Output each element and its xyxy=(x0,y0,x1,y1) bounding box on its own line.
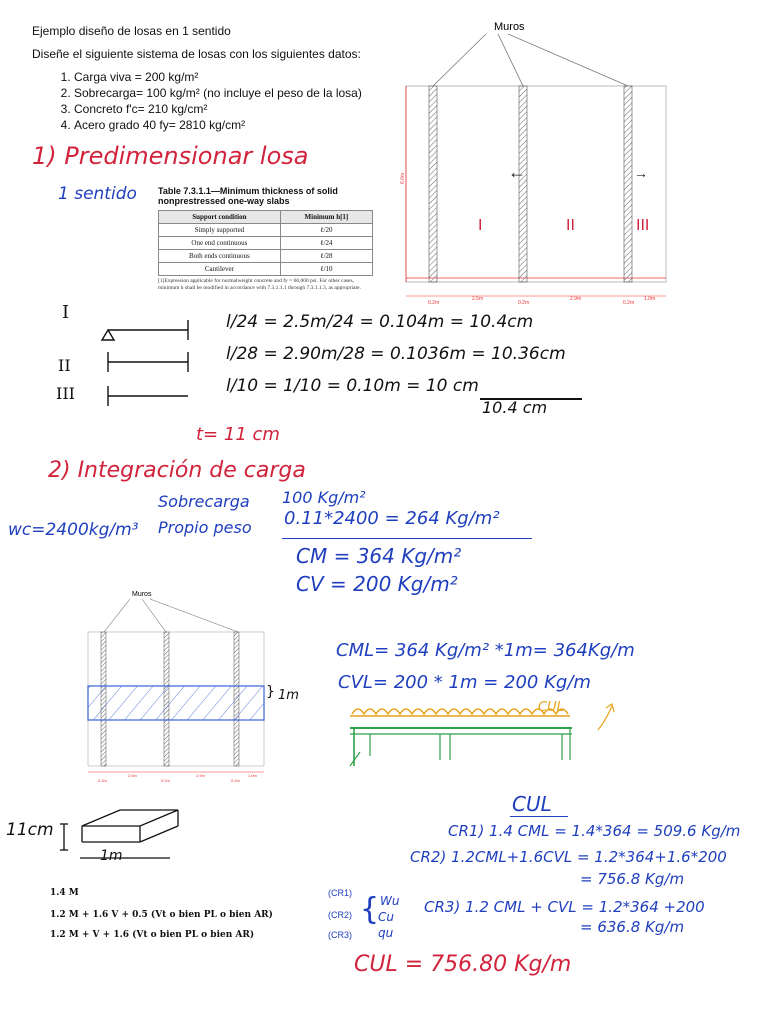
thickness-result: t= 11 cm xyxy=(196,424,280,445)
panel-label: III xyxy=(636,217,650,234)
cml-value: CML= 364 Kg/m² *1m= 364Kg/m xyxy=(336,640,635,661)
strip-brace: } xyxy=(266,684,275,700)
data-item: 4. Acero grado 40 fy= 2810 kg/cm² xyxy=(74,117,372,133)
slab-plan-diagram xyxy=(398,14,768,314)
thickness-table-block xyxy=(158,186,373,291)
table-row xyxy=(159,250,373,263)
table-title: nonprestressed one-way slabs xyxy=(158,196,290,206)
table-cell: One end continuous xyxy=(159,237,281,250)
table-cell: Simply supported xyxy=(159,224,281,237)
case-label: III xyxy=(56,384,75,403)
table-row xyxy=(159,237,373,250)
brace-item: qu xyxy=(378,926,394,940)
dim-label: 0.2m xyxy=(231,778,240,783)
case-label: II xyxy=(58,356,71,375)
section-width: 1m xyxy=(100,848,123,864)
muros-label: Muros xyxy=(494,21,525,33)
svg-text:←: ← xyxy=(508,162,526,182)
doc-title: Ejemplo diseño de losas en 1 sentido xyxy=(32,24,231,38)
combo-equation: 1.2 M + 1.6 V + 0.5 (Vt o bien PL o bien AR) xyxy=(50,910,273,920)
panel-label: II xyxy=(566,217,575,234)
section-height: 11cm xyxy=(6,820,54,840)
table-cell: ℓ/10 xyxy=(280,263,372,276)
dim-label: 0.2m xyxy=(623,300,635,306)
cr2-result: = 756.8 Kg/m xyxy=(580,870,685,888)
dim-label: 0.2m xyxy=(98,778,107,783)
calc-line: l/10 = 1/10 = 0.10m = 10 cm xyxy=(226,376,479,396)
brace-item: Wu xyxy=(380,894,400,908)
cul-tag: CUL xyxy=(538,700,564,715)
table-row xyxy=(159,224,373,237)
dim-label: 0.2m xyxy=(518,300,530,306)
section1-heading: 1) Predimensionar losa xyxy=(32,142,309,170)
data-item: 1. Carga viva = 200 kg/m² xyxy=(74,69,372,85)
dim-label: 2.9m xyxy=(570,296,582,302)
section2-heading: 2) Integración de carga xyxy=(48,458,306,483)
cul-underline xyxy=(510,816,568,817)
dim-label: 0.2m xyxy=(428,300,440,306)
load-name: Propio peso xyxy=(158,518,252,537)
support-sketches xyxy=(96,318,206,410)
dim-label: 1.0m xyxy=(644,296,656,302)
combo-label: (CR1) xyxy=(328,888,352,898)
section1-sub: 1 sentido xyxy=(58,184,137,204)
panel-label: I xyxy=(478,217,483,234)
combo-label: (CR2) xyxy=(328,910,352,920)
table-title: Table 7.3.1.1—Minimum thickness of solid xyxy=(158,186,338,196)
cr1-line: CR1) 1.4 CML = 1.4*364 = 509.6 Kg/m xyxy=(448,822,741,840)
max-value: 10.4 cm xyxy=(482,398,548,417)
combo-label: (CR3) xyxy=(328,930,352,940)
table-note: [1]Expression applicable for normalweight concrete and fy = 60,000 psi. For other cases, minimum h shall be modified in accordance with 7.3.1.1.1 through 7.3.1.1.3, as appropriate. xyxy=(158,278,361,291)
data-list xyxy=(32,69,372,133)
strip-label: 1m xyxy=(278,688,299,703)
table-cell: ℓ/28 xyxy=(280,250,372,263)
case-label: I xyxy=(62,302,70,323)
final-result: CUL = 756.80 Kg/m xyxy=(354,952,572,977)
data-item: 2. Sobrecarga= 100 kg/m² (no incluye el peso de la losa) xyxy=(74,85,372,101)
table-cell: ℓ/20 xyxy=(280,224,372,237)
doc-intro: Diseñe el siguiente sistema de losas con los siguientes datos: xyxy=(32,47,361,61)
combo-brace: { xyxy=(360,892,380,927)
cvl-value: CVL= 200 * 1m = 200 Kg/m xyxy=(338,672,591,693)
thickness-table xyxy=(158,210,373,276)
calc-line: l/24 = 2.5m/24 = 0.104m = 10.4cm xyxy=(226,312,534,332)
svg-text:→: → xyxy=(634,165,648,181)
load-value: 0.11*2400 = 264 Kg/m² xyxy=(284,508,500,529)
wc-value: wc=2400kg/m³ xyxy=(8,520,139,540)
cv-value: CV = 200 Kg/m² xyxy=(296,572,458,596)
combo-equation: 1.4 M xyxy=(50,888,79,898)
table-header: Minimum h[1] xyxy=(280,211,372,224)
dim-label: 2.9m xyxy=(196,773,205,778)
load-value: 100 Kg/m² xyxy=(282,488,366,507)
table-cell: Cantilever xyxy=(159,263,281,276)
table-cell: Both ends continuous xyxy=(159,250,281,263)
load-name: Sobrecarga xyxy=(158,492,250,511)
data-item: 3. Concreto f'c= 210 kg/cm² xyxy=(74,101,372,117)
sum-line xyxy=(282,538,532,539)
cul-title: CUL xyxy=(512,792,552,816)
cm-value: CM = 364 Kg/m² xyxy=(296,544,462,568)
combo-equation: 1.2 M + V + 1.6 (Vt o bien PL o bien AR) xyxy=(50,930,255,940)
brace-item: Cu xyxy=(378,910,394,924)
calc-line: l/28 = 2.90m/28 = 0.1036m = 10.36cm xyxy=(226,344,566,364)
table-cell: ℓ/24 xyxy=(280,237,372,250)
cr3-result: = 636.8 Kg/m xyxy=(580,918,685,936)
muros-label: Muros xyxy=(132,591,152,598)
cr2-line: CR2) 1.2CML+1.6CVL = 1.2*364+1.6*200 xyxy=(410,848,727,866)
slab-section-sketch xyxy=(60,802,190,872)
dim-label: 1.0m xyxy=(248,773,257,778)
dim-label: 2.5m xyxy=(128,773,137,778)
cr3-line: CR3) 1.2 CML + CVL = 1.2*364 +200 xyxy=(424,898,705,916)
table-row xyxy=(159,263,373,276)
dim-label: 2.5m xyxy=(472,296,484,302)
load-sketch xyxy=(340,700,620,780)
height-label: 6.0m xyxy=(400,172,406,184)
table-header: Support condition xyxy=(159,211,281,224)
dim-label: 0.2m xyxy=(161,778,170,783)
